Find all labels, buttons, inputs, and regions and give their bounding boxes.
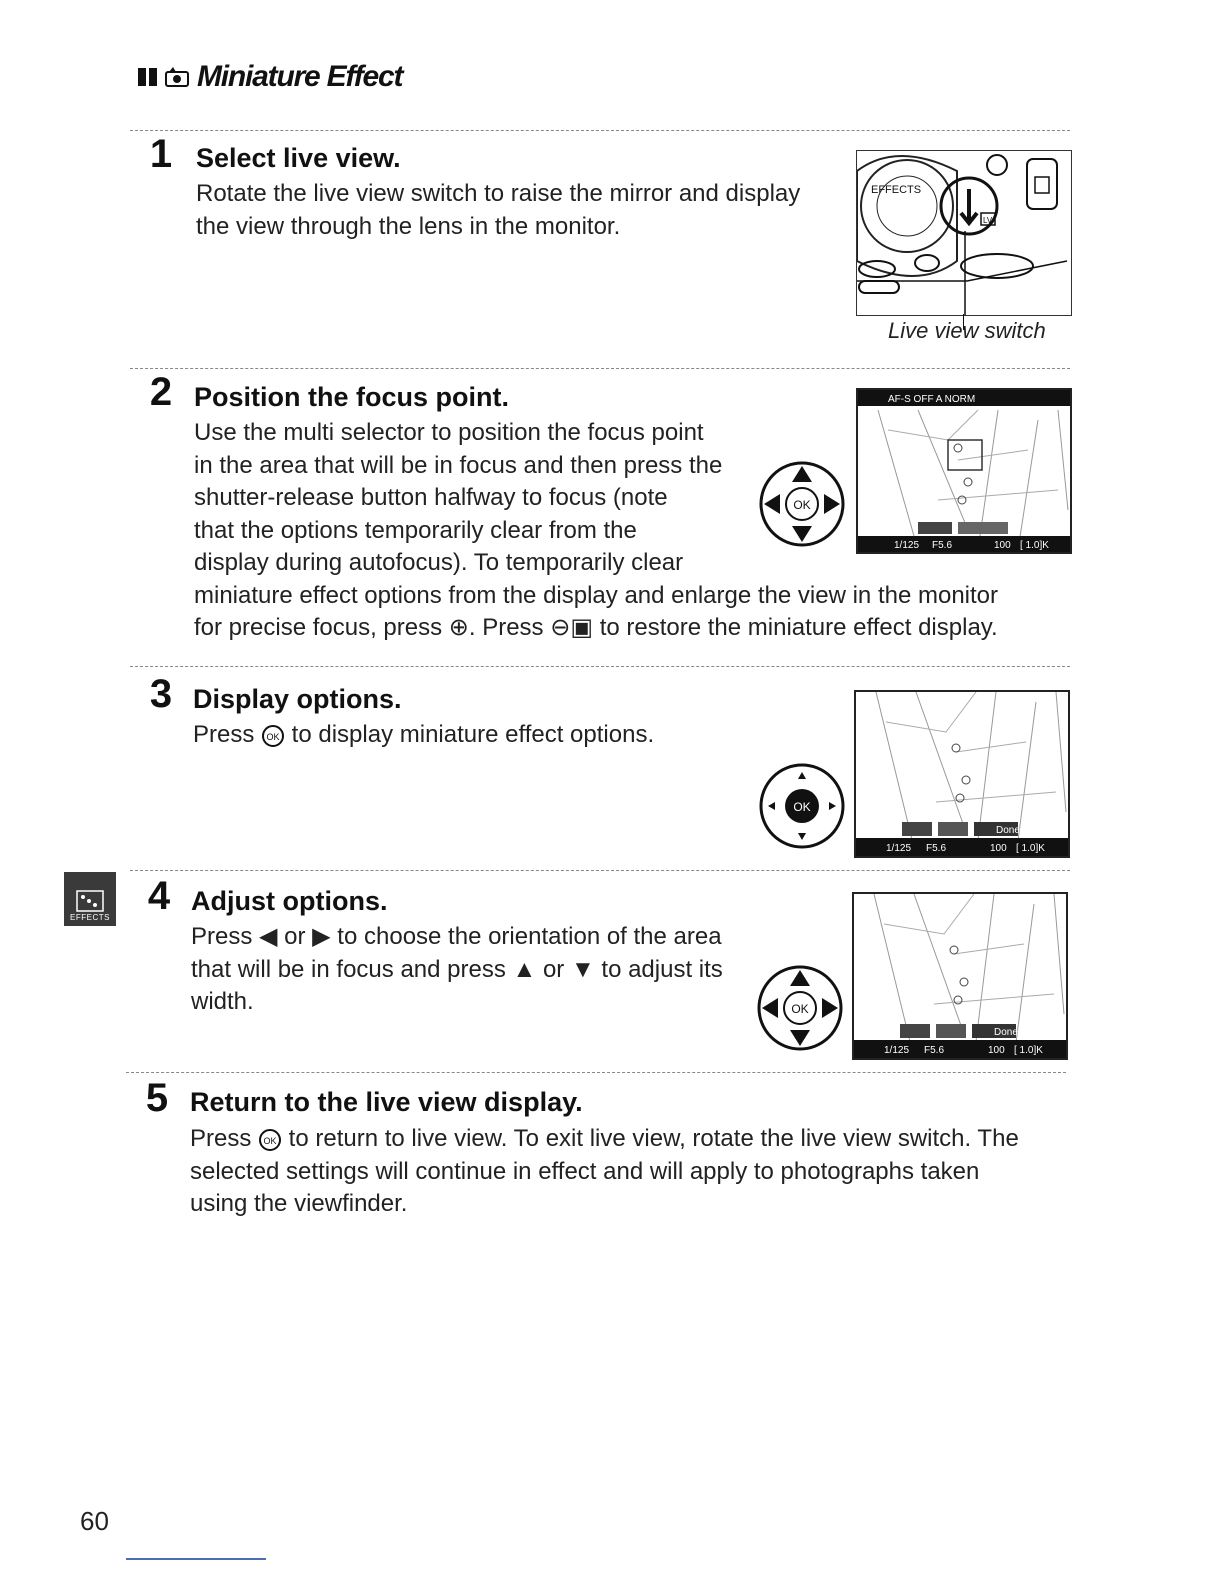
divider: [130, 368, 1070, 369]
ok-label: OK: [266, 731, 280, 742]
body-line: Use the multi selector to position the focus point: [194, 419, 704, 446]
step-title-1: Select live view.: [196, 143, 401, 173]
shots-remaining: [ 1.0]K: [1020, 540, 1049, 551]
divider: [130, 666, 1070, 667]
step-body-4: [191, 921, 723, 1019]
step-title-3: Display options.: [193, 684, 402, 714]
step-number-4: 4: [147, 874, 171, 918]
divider: [130, 870, 1070, 871]
shots-remaining: [ 1.0]K: [1016, 843, 1045, 854]
text-run: Press: [193, 721, 262, 748]
lv-switch-label: LV: [983, 216, 993, 225]
body-line: Rotate the live view switch to raise the mirror and display: [196, 180, 801, 207]
divider: [126, 1072, 1066, 1073]
step-number-2: 2: [149, 370, 173, 414]
text-run: to return to live view. To exit live view, rotate the live view switch. The: [282, 1125, 1019, 1152]
effects-tab-icon: [75, 889, 105, 913]
body-line: selected settings will continue in effect and will apply to photographs taken: [190, 1157, 980, 1185]
shutter-speed: 1/125: [884, 1045, 910, 1056]
body-line: the view through the lens in the monitor.: [196, 212, 621, 240]
step-body-1: [196, 178, 800, 243]
text-run: Press: [190, 1125, 259, 1152]
ok-button-label: OK: [793, 800, 811, 814]
multi-selector-ok-pressed-icon: [758, 762, 846, 855]
text-run: that will be in focus and press: [191, 955, 513, 983]
footer-rule: [126, 1558, 266, 1560]
step-title-4: Adjust options.: [191, 886, 388, 916]
section-heading: [138, 60, 402, 94]
body-line: display during autofocus). To temporarily clear: [194, 549, 684, 576]
body-line: [191, 954, 723, 987]
aperture: F5.6: [932, 540, 953, 551]
iso: 100: [994, 540, 1011, 551]
done-label: Done: [996, 825, 1020, 836]
body-line: shutter-release button halfway to focus (note: [194, 484, 668, 511]
text-run: to adjust its: [594, 955, 723, 983]
body-line: [190, 1123, 1019, 1156]
divider: [130, 130, 1070, 131]
text-run: or: [277, 923, 313, 950]
zoom-out-icon: ⊖▣: [550, 614, 594, 641]
text-run: or: [536, 955, 571, 983]
step-title-2: Position the focus point.: [194, 382, 509, 412]
ok-button-icon: [258, 1128, 282, 1152]
iso: 100: [990, 843, 1007, 854]
shutter-speed: 1/125: [894, 540, 920, 551]
text-run: . Press: [468, 614, 551, 641]
page-number: 60: [80, 1506, 109, 1536]
mode-dial-label: EFFECTS: [871, 184, 922, 196]
text-run: to choose the orientation of the area: [330, 923, 722, 950]
step-number-3: 3: [149, 672, 173, 716]
left-arrow-icon: ◀: [259, 923, 278, 950]
up-arrow-icon: ▲: [512, 955, 537, 983]
shutter-speed: 1/125: [886, 843, 912, 854]
shots-remaining: [ 1.0]K: [1014, 1045, 1043, 1056]
body-line: in the area that will be in focus and then press the: [194, 451, 723, 479]
step-number-5: 5: [145, 1076, 169, 1120]
text-run: Press: [191, 923, 260, 950]
miniature-effect-icon: [165, 66, 189, 88]
live-view-monitor: [856, 388, 1072, 554]
body-line: using the viewfinder.: [190, 1190, 408, 1217]
section-marker-icon: [138, 68, 157, 86]
step-title-5: Return to the live view display.: [190, 1087, 583, 1117]
step-number-1: 1: [149, 132, 173, 176]
effects-tab: [64, 872, 116, 926]
text-run: for precise focus, press: [194, 614, 449, 641]
text-run: to restore the miniature effect display.: [593, 614, 998, 641]
effects-tab-label: EFFECTS: [70, 913, 110, 922]
ok-label: OK: [263, 1135, 277, 1146]
body-line: miniature effect options from the display and enlarge the view in the monitor: [194, 581, 998, 609]
camera-top-illustration: [856, 150, 1072, 316]
text-run: to display miniature effect options.: [285, 721, 655, 748]
iso: 100: [988, 1045, 1005, 1056]
ok-button-label: OK: [791, 1002, 809, 1016]
done-label: Done: [994, 1027, 1018, 1038]
step-body-3: [193, 719, 654, 752]
body-line: [194, 612, 998, 645]
down-arrow-icon: ▼: [570, 955, 595, 983]
zoom-in-icon: ⊕: [448, 614, 469, 641]
right-arrow-icon: ▶: [312, 923, 331, 950]
section-title: Miniature Effect: [197, 60, 403, 93]
adjust-monitor: [852, 892, 1068, 1060]
multi-selector-icon: [758, 460, 846, 553]
monitor-top-bar: AF-S OFF A NORM: [888, 394, 976, 405]
options-monitor: [854, 690, 1070, 858]
body-line: [191, 921, 723, 954]
ok-button-label: OK: [793, 498, 811, 512]
live-view-switch-caption: Live view switch: [888, 318, 1046, 343]
multi-selector-icon: [756, 964, 844, 1057]
body-line: that the options temporarily clear from the: [194, 516, 637, 544]
step-body-5: [190, 1123, 1019, 1221]
aperture: F5.6: [926, 843, 947, 854]
ok-button-icon: [261, 724, 285, 748]
body-line: width.: [191, 988, 254, 1015]
aperture: F5.6: [924, 1045, 945, 1056]
